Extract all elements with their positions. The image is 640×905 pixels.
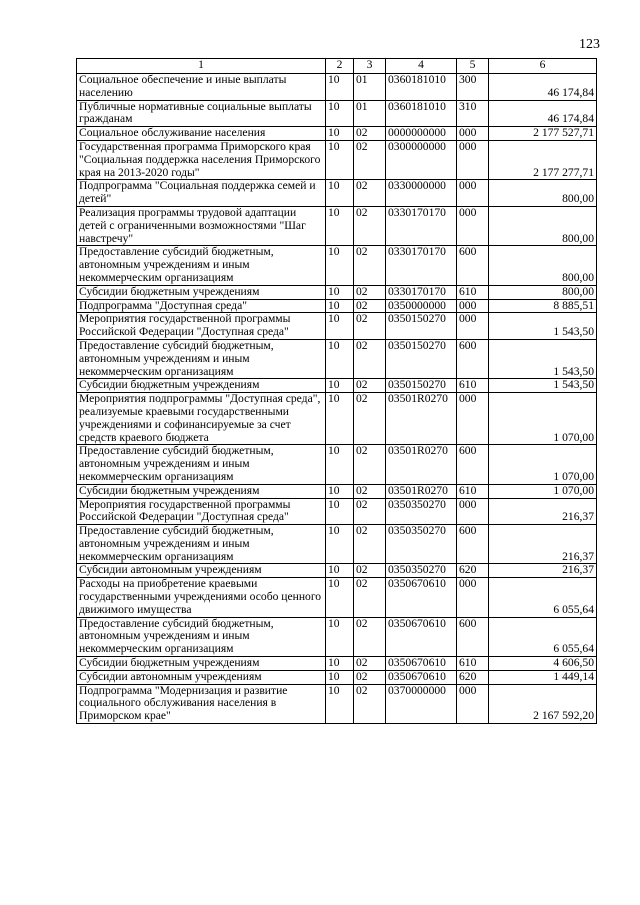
row-expense-type: 600 [457,339,489,378]
row-subsection: 02 [354,564,386,578]
table-row [77,578,597,617]
row-expense-type: 610 [457,379,489,393]
row-section: 10 [326,445,354,484]
row-subsection: 02 [354,670,386,684]
row-expense-type: 000 [457,578,489,617]
row-name: Государственная программа Приморского края "Социальная поддержка населения Приморского края на 2013-2020 годы" [77,140,326,179]
row-target-code: 0350350270 [386,498,457,525]
row-name: Субсидии бюджетным учреждениям [77,657,326,671]
row-subsection: 02 [354,246,386,285]
row-section: 10 [326,299,354,313]
row-amount: 2 167 592,20 [489,684,597,723]
row-subsection: 02 [354,617,386,656]
row-name: Субсидии бюджетным учреждениям [77,379,326,393]
row-expense-type: 610 [457,657,489,671]
table-row [77,100,597,127]
table-row [77,140,597,179]
row-section: 10 [326,379,354,393]
table-row [77,617,597,656]
row-subsection: 02 [354,339,386,378]
row-name: Субсидии автономным учреждениям [77,564,326,578]
row-subsection: 02 [354,206,386,245]
row-amount: 8 885,51 [489,299,597,313]
row-amount: 800,00 [489,180,597,207]
table-row [77,127,597,141]
row-section: 10 [326,578,354,617]
row-target-code: 0350150270 [386,339,457,378]
row-target-code: 03501R0270 [386,393,457,445]
row-amount: 1 449,14 [489,670,597,684]
row-target-code: 0350670610 [386,657,457,671]
row-section: 10 [326,684,354,723]
row-amount: 6 055,64 [489,617,597,656]
row-section: 10 [326,670,354,684]
row-expense-type: 000 [457,127,489,141]
row-amount: 1 070,00 [489,484,597,498]
row-expense-type: 620 [457,564,489,578]
row-target-code: 0300000000 [386,140,457,179]
table-row [77,74,597,101]
row-expense-type: 000 [457,498,489,525]
row-amount: 2 177 527,71 [489,127,597,141]
row-expense-type: 000 [457,180,489,207]
row-name: Субсидии бюджетным учреждениям [77,484,326,498]
row-name: Мероприятия подпрограммы "Доступная среда", реализуемые краевыми государственными учреждениями и софинансируемые за счет средств краевого бюджета [77,393,326,445]
row-section: 10 [326,525,354,564]
row-name: Мероприятия государственной программы Российской Федерации "Доступная среда" [77,313,326,340]
row-amount: 2 177 277,71 [489,140,597,179]
row-target-code: 0350000000 [386,299,457,313]
row-section: 10 [326,498,354,525]
row-subsection: 02 [354,127,386,141]
row-target-code: 0330170170 [386,206,457,245]
row-expense-type: 610 [457,484,489,498]
table-row [77,564,597,578]
table-row [77,657,597,671]
row-amount: 800,00 [489,246,597,285]
table-row [77,206,597,245]
row-section: 10 [326,206,354,245]
row-target-code: 0360181010 [386,100,457,127]
row-section: 10 [326,564,354,578]
row-section: 10 [326,393,354,445]
table-row [77,285,597,299]
page-number: 123 [579,37,600,52]
row-amount: 1 543,50 [489,313,597,340]
row-target-code: 0330000000 [386,180,457,207]
row-name: Мероприятия государственной программы Российской Федерации "Доступная среда" [77,498,326,525]
row-section: 10 [326,339,354,378]
header-col-4: 4 [386,59,457,74]
row-expense-type: 600 [457,445,489,484]
row-target-code: 0350350270 [386,564,457,578]
row-subsection: 02 [354,285,386,299]
row-subsection: 02 [354,578,386,617]
row-subsection: 02 [354,657,386,671]
table-row [77,313,597,340]
row-expense-type: 000 [457,393,489,445]
row-target-code: 0360181010 [386,74,457,101]
row-expense-type: 000 [457,313,489,340]
row-name: Предоставление субсидий бюджетным, автономным учреждениям и иным некоммерческим организациям [77,525,326,564]
row-subsection: 01 [354,74,386,101]
row-section: 10 [326,246,354,285]
row-expense-type: 600 [457,525,489,564]
row-section: 10 [326,127,354,141]
row-amount: 216,37 [489,564,597,578]
row-expense-type: 600 [457,246,489,285]
table-row [77,445,597,484]
row-amount: 216,37 [489,498,597,525]
row-amount: 1 543,50 [489,339,597,378]
table-row [77,180,597,207]
row-section: 10 [326,140,354,179]
row-target-code: 0350150270 [386,379,457,393]
row-section: 10 [326,285,354,299]
row-subsection: 01 [354,100,386,127]
row-name: Расходы на приобретение краевыми государственными учреждениями особо ценного движимого имущества [77,578,326,617]
row-name: Предоставление субсидий бюджетным, автономным учреждениям и иным некоммерческим организациям [77,617,326,656]
row-name: Подпрограмма "Модернизация и развитие социального обслуживания населения в Приморском крае" [77,684,326,723]
row-subsection: 02 [354,393,386,445]
row-amount: 216,37 [489,525,597,564]
row-subsection: 02 [354,180,386,207]
row-amount: 46 174,84 [489,100,597,127]
row-target-code: 0370000000 [386,684,457,723]
row-amount: 46 174,84 [489,74,597,101]
row-expense-type: 300 [457,74,489,101]
table-row [77,393,597,445]
row-subsection: 02 [354,299,386,313]
row-amount: 800,00 [489,285,597,299]
row-target-code: 0350150270 [386,313,457,340]
row-name: Субсидии бюджетным учреждениям [77,285,326,299]
row-subsection: 02 [354,498,386,525]
row-name: Публичные нормативные социальные выплаты гражданам [77,100,326,127]
row-amount: 4 606,50 [489,657,597,671]
table-row [77,339,597,378]
row-section: 10 [326,484,354,498]
row-name: Предоставление субсидий бюджетным, автономным учреждениям и иным некоммерческим организациям [77,246,326,285]
row-subsection: 02 [354,525,386,564]
row-subsection: 02 [354,379,386,393]
row-target-code: 0350350270 [386,525,457,564]
table-row [77,246,597,285]
table-row [77,484,597,498]
row-target-code: 0350670610 [386,578,457,617]
row-expense-type: 310 [457,100,489,127]
row-name: Предоставление субсидий бюджетным, автономным учреждениям и иным некоммерческим организациям [77,339,326,378]
row-amount: 800,00 [489,206,597,245]
row-target-code: 0000000000 [386,127,457,141]
table-row [77,299,597,313]
row-expense-type: 610 [457,285,489,299]
row-expense-type: 000 [457,684,489,723]
row-amount: 6 055,64 [489,578,597,617]
row-name: Социальное обеспечение и иные выплаты населению [77,74,326,101]
row-name: Предоставление субсидий бюджетным, автономным учреждениям и иным некоммерческим организациям [77,445,326,484]
row-section: 10 [326,74,354,101]
row-target-code: 03501R0270 [386,445,457,484]
row-subsection: 02 [354,140,386,179]
row-subsection: 02 [354,445,386,484]
header-col-6: 6 [489,59,597,74]
table-header-row [77,59,597,74]
row-subsection: 02 [354,313,386,340]
row-target-code: 0350670610 [386,617,457,656]
row-name: Подпрограмма "Доступная среда" [77,299,326,313]
row-subsection: 02 [354,484,386,498]
row-name: Реализация программы трудовой адаптации детей с ограниченными возможностями "Шаг навстречу" [77,206,326,245]
row-expense-type: 620 [457,670,489,684]
budget-table [76,58,597,724]
table-row [77,670,597,684]
header-col-1: 1 [77,59,326,74]
row-section: 10 [326,617,354,656]
row-subsection: 02 [354,684,386,723]
table-row [77,379,597,393]
header-col-3: 3 [354,59,386,74]
row-target-code: 0330170170 [386,285,457,299]
row-name: Субсидии автономным учреждениям [77,670,326,684]
row-expense-type: 000 [457,299,489,313]
table-row [77,525,597,564]
table-row [77,684,597,723]
row-amount: 1 543,50 [489,379,597,393]
row-expense-type: 600 [457,617,489,656]
row-section: 10 [326,313,354,340]
row-expense-type: 000 [457,206,489,245]
row-name: Подпрограмма "Социальная поддержка семей и детей" [77,180,326,207]
row-amount: 1 070,00 [489,393,597,445]
row-name: Социальное обслуживание населения [77,127,326,141]
row-target-code: 0330170170 [386,246,457,285]
row-target-code: 03501R0270 [386,484,457,498]
header-col-2: 2 [326,59,354,74]
row-section: 10 [326,180,354,207]
table-row [77,498,597,525]
row-expense-type: 000 [457,140,489,179]
row-amount: 1 070,00 [489,445,597,484]
header-col-5: 5 [457,59,489,74]
row-target-code: 0350670610 [386,670,457,684]
row-section: 10 [326,657,354,671]
row-section: 10 [326,100,354,127]
